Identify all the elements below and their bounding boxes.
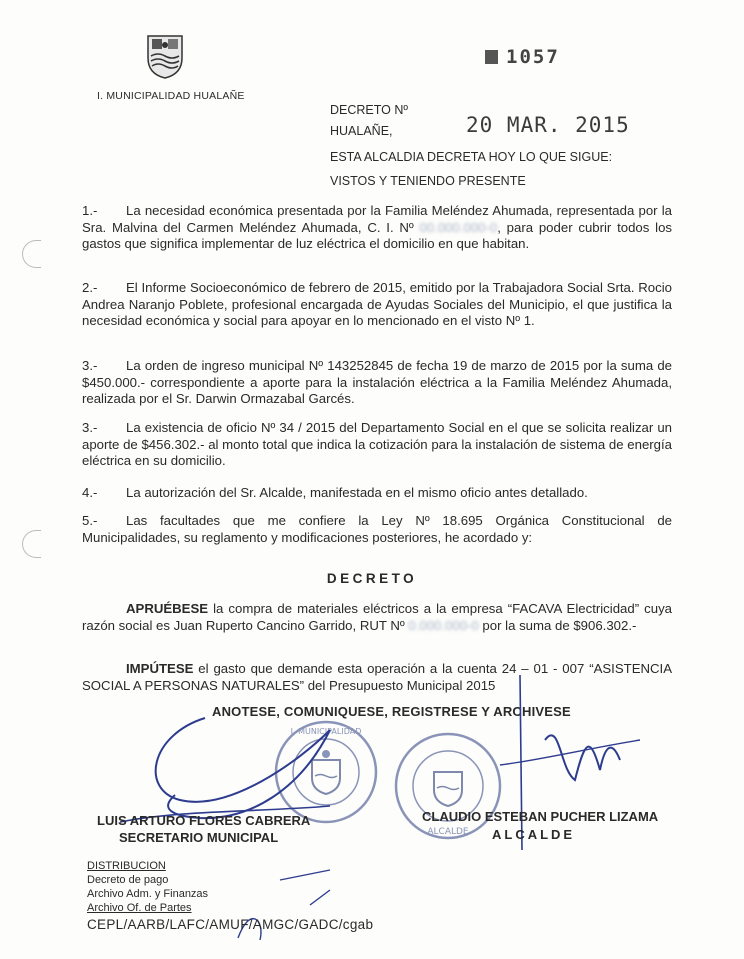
secretary-name: LUIS ARTURO FLORES CABRERA bbox=[97, 813, 311, 828]
intro-line-1: ESTA ALCALDIA DECRETA HOY LO QUE SIGUE: bbox=[330, 150, 613, 164]
apruebese-paragraph: APRUÉBESE la compra de materiales eléctricos a la empresa “FACAVA Electricidad” cuya razón social es Juan Ruperto Cancino Garrido, RUT Nº 0.000.000-0 por la suma de $906.302.- bbox=[82, 601, 672, 633]
decreto-label: DECRETO Nº bbox=[330, 103, 408, 117]
considerando-3: 3.- La orden de ingreso municipal Nº 143252845 de fecha 19 de marzo de 2015 por la suma de $450.000.- correspondiente a aporte para la instalación eléctrica a la Familia Meléndez Ahumada, realizada por el Sr. Darwin Ormazabal Garcés. bbox=[82, 358, 672, 406]
municipality-name: I. MUNICIPALIDAD HUALAÑE bbox=[97, 90, 245, 102]
mayor-seal bbox=[392, 730, 504, 842]
secretary-seal bbox=[272, 718, 380, 826]
mayor-title: ALCALDE bbox=[492, 827, 576, 842]
considerando-1: 1.- La necesidad económica presentada por la Familia Meléndez Ahumada, representada por la Sra. Malvina del Carmen Meléndez Ahumada, C. I. Nº 00.000.000-0, para poder cubrir todos los gastos que significa implementar de luz eléctrica el domicilio en que habitan. bbox=[82, 203, 672, 251]
considerando-2: 2.- El Informe Socioeconómico de febrero de 2015, emitido por la Trabajadora Social Srta. Rocio Andrea Naranjo Poblete, profesional encargada de Ayudas Sociales del Municipio, el que justifica la necesidad económica y social para apoyar en lo mencionado en el visto Nº 1. bbox=[82, 280, 672, 328]
municipal-crest-logo bbox=[140, 30, 190, 80]
intro-line-2: VISTOS Y TENIENDO PRESENTE bbox=[330, 174, 526, 188]
secretary-title: SECRETARIO MUNICIPAL bbox=[119, 830, 279, 845]
distribution-title: DISTRIBUCION bbox=[87, 860, 166, 872]
punch-hole bbox=[22, 240, 41, 268]
distribution-item: Archivo Of. de Partes bbox=[87, 902, 192, 914]
decree-date-stamp: 20 MAR. 2015 bbox=[466, 113, 630, 137]
mayor-name: CLAUDIO ESTEBAN PUCHER LIZAMA bbox=[422, 809, 659, 824]
svg-text:I. MUNICIPALIDAD: I. MUNICIPALIDAD bbox=[290, 727, 362, 736]
punch-hole bbox=[22, 530, 41, 558]
redacted-id: 00.000.000-0 bbox=[419, 219, 498, 235]
considerando-3b: 3.- La existencia de oficio Nº 34 / 2015 del Departamento Social en el que se solicita realizar un aporte de $456.302.- al monto total que indica la cotización para la instalación de sistema de energía eléctrica en su domicilio. bbox=[82, 420, 672, 468]
considerando-5: 5.- Las facultades que me confiere la Ley Nº 18.695 Orgánica Constitucional de Municipalidades, su reglamento y modificaciones posteriores, he acordado y: bbox=[82, 513, 672, 545]
anotese-line: ANOTESE, COMUNIQUESE, REGISTRESE Y ARCHIVESE bbox=[212, 704, 571, 719]
distribution-item: Decreto de pago bbox=[87, 874, 169, 886]
decree-stamp-number: 1057 bbox=[485, 46, 560, 68]
initials-line: CEPL/AARB/LAFC/AMUF/AMGC/GADC/cgab bbox=[87, 917, 374, 932]
decreto-heading: DECRETO bbox=[326, 571, 418, 586]
stamp-block-icon bbox=[485, 50, 498, 64]
considerando-4: 4.- La autorización del Sr. Alcalde, manifestada en el mismo oficio antes detallado. bbox=[82, 485, 588, 500]
redacted-rut: 0.000.000-0 bbox=[408, 617, 479, 633]
distribution-item: Archivo Adm. y Finanzas bbox=[87, 888, 209, 900]
svg-text:ALCALDE: ALCALDE bbox=[427, 827, 469, 837]
place-label: HUALAÑE, bbox=[330, 124, 393, 138]
imputese-paragraph: IMPÚTESE el gasto que demande esta operación a la cuenta 24 – 01 - 007 “ASISTENCIA SOCIAL A PERSONAS NATURALES” del Presupuesto Municipal 2015 bbox=[82, 661, 672, 693]
